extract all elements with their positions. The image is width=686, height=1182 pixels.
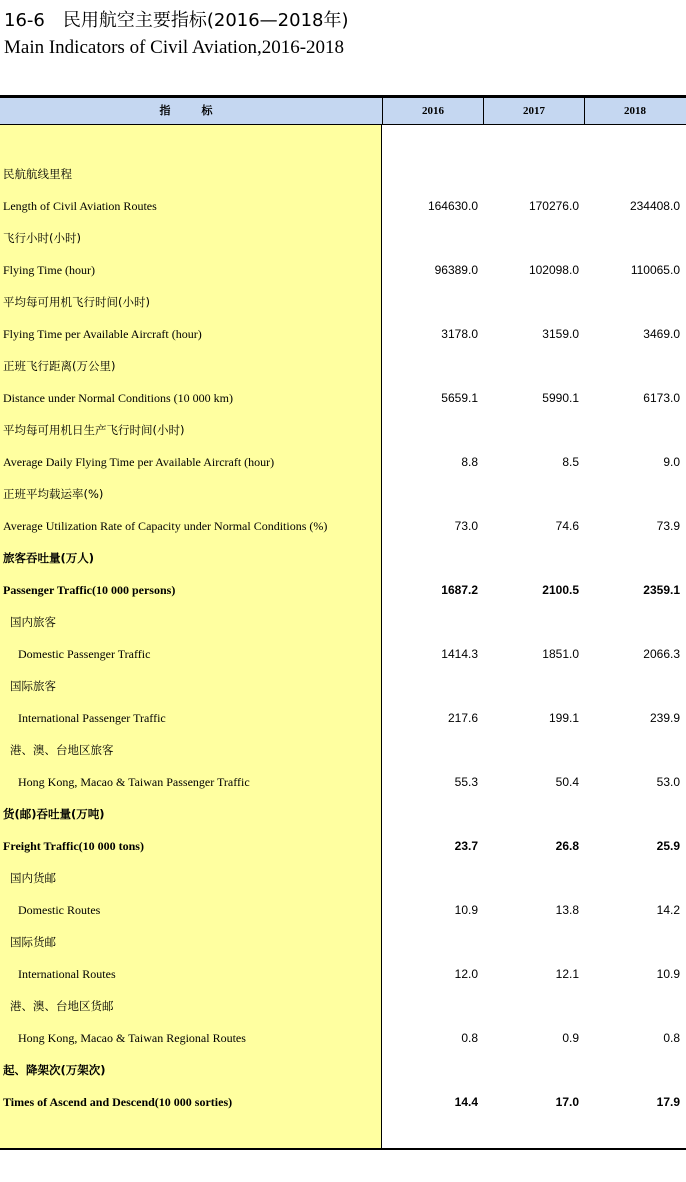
table-row: [0, 574, 686, 606]
table-header-row: [0, 95, 686, 125]
indicator-label-cn: 国际货邮: [10, 935, 56, 949]
indicator-label-cn: 平均每可用机飞行时间(小时): [3, 295, 150, 309]
value-2016: 8.8: [461, 455, 478, 469]
value-2018: 53.0: [656, 775, 680, 789]
table-row: [0, 510, 686, 542]
value-2017: 8.5: [562, 455, 579, 469]
indicator-label-en: International Routes: [18, 967, 116, 981]
value-2017: 26.8: [555, 839, 579, 853]
value-2018: 14.2: [656, 903, 680, 917]
value-2016: 12.0: [454, 967, 478, 981]
value-2016: 5659.1: [441, 391, 478, 405]
value-2016: 1687.2: [441, 583, 478, 597]
value-2018: 10.9: [656, 967, 680, 981]
value-2018: 3469.0: [643, 327, 680, 341]
value-2018: 17.9: [656, 1095, 680, 1109]
indicator-label-cn: 民航航线里程: [3, 167, 72, 181]
value-2017: 199.1: [548, 711, 579, 725]
value-2016: 217.6: [447, 711, 478, 725]
value-2017: 102098.0: [528, 263, 579, 277]
header-year-2016: 2016: [422, 105, 444, 117]
value-2018: 9.0: [663, 455, 680, 469]
table-row-chinese-label: [0, 286, 686, 318]
value-2018: 25.9: [656, 839, 680, 853]
value-2017: 1851.0: [542, 647, 579, 661]
indicator-label-en: Passenger Traffic(10 000 persons): [3, 583, 176, 597]
table-row-chinese-label: [0, 222, 686, 254]
table-row: [0, 446, 686, 478]
page-title-english: Main Indicators of Civil Aviation,2016-2018: [4, 37, 345, 58]
header-divider: [584, 98, 585, 124]
value-2017: 13.8: [555, 903, 579, 917]
indicator-label-cn: 起、降架次(万架次): [3, 1063, 106, 1077]
indicator-label-cn: 国内旅客: [10, 615, 56, 629]
table-row-chinese-label: [0, 414, 686, 446]
indicator-label-cn: 正班平均载运率(%): [3, 487, 104, 501]
value-2016: 0.8: [461, 1031, 478, 1045]
table-row-chinese-label: [0, 350, 686, 382]
table-row-chinese-label: [0, 606, 686, 638]
table-row: [0, 382, 686, 414]
value-2018: 2359.1: [643, 583, 680, 597]
value-2017: 2100.5: [542, 583, 579, 597]
value-2018: 234408.0: [629, 199, 680, 213]
header-divider: [483, 98, 484, 124]
table-row: [0, 1086, 686, 1118]
value-2016: 3178.0: [441, 327, 478, 341]
table-row: [0, 254, 686, 286]
indicator-label-cn: 国内货邮: [10, 871, 56, 885]
table-row: [0, 830, 686, 862]
value-2017: 12.1: [555, 967, 579, 981]
indicator-label-cn: 旅客吞吐量(万人): [3, 551, 95, 565]
indicator-label-en: Hong Kong, Macao & Taiwan Regional Routes: [18, 1031, 246, 1045]
indicator-label-en: Distance under Normal Conditions (10 000 km): [3, 391, 233, 405]
indicator-label-cn: 平均每可用机日生产飞行时间(小时): [3, 423, 185, 437]
indicator-label-en: Flying Time per Available Aircraft (hour): [3, 327, 202, 341]
table-bottom-rule: [0, 1148, 686, 1150]
value-2017: 17.0: [555, 1095, 579, 1109]
table-row: [0, 958, 686, 990]
value-2017: 50.4: [555, 775, 579, 789]
indicator-label-en: Flying Time (hour): [3, 263, 96, 277]
indicator-label-en: International Passenger Traffic: [18, 711, 166, 725]
table-row: [0, 702, 686, 734]
indicator-label-cn: 港、澳、台地区货邮: [10, 999, 114, 1013]
value-2016: 14.4: [454, 1095, 478, 1109]
table-row-chinese-label: [0, 734, 686, 766]
table-row: [0, 1022, 686, 1054]
indicator-label-en: Domestic Passenger Traffic: [18, 647, 151, 661]
indicator-label-en: Hong Kong, Macao & Taiwan Passenger Traffic: [18, 775, 250, 789]
value-2016: 10.9: [454, 903, 478, 917]
indicator-label-cn: 货(邮)吞吐量(万吨): [3, 807, 105, 821]
value-2018: 73.9: [656, 519, 680, 533]
table-row: [0, 638, 686, 670]
table-row: [0, 190, 686, 222]
value-2017: 74.6: [555, 519, 579, 533]
value-2018: 110065.0: [630, 263, 680, 277]
value-2016: 73.0: [454, 519, 478, 533]
table-row-chinese-label: [0, 158, 686, 190]
indicator-label-cn: 国际旅客: [10, 679, 56, 693]
indicator-label-en: Length of Civil Aviation Routes: [3, 199, 157, 213]
value-2017: 0.9: [562, 1031, 579, 1045]
value-2017: 3159.0: [542, 327, 579, 341]
header-divider: [382, 98, 383, 124]
table-row-chinese-label: [0, 926, 686, 958]
value-2018: 239.9: [649, 711, 680, 725]
table-row-chinese-label: [0, 542, 686, 574]
indicator-label-en: Average Daily Flying Time per Available Aircraft (hour): [3, 455, 275, 469]
value-2018: 2066.3: [643, 647, 680, 661]
table-row-chinese-label: [0, 1054, 686, 1086]
header-indicator: 指 标: [159, 105, 223, 117]
value-2016: 164630.0: [427, 199, 478, 213]
table-row-chinese-label: [0, 798, 686, 830]
table-row-chinese-label: [0, 670, 686, 702]
page-title-chinese: 16-6 民用航空主要指标(2016—2018年): [4, 10, 349, 31]
value-2016: 23.7: [454, 839, 478, 853]
table-row-chinese-label: [0, 990, 686, 1022]
table-row: [0, 766, 686, 798]
table-row-chinese-label: [0, 862, 686, 894]
indicator-label-en: Freight Traffic(10 000 tons): [3, 839, 144, 853]
indicator-label-cn: 飞行小时(小时): [3, 231, 81, 245]
value-2016: 96389.0: [434, 263, 478, 277]
indicator-label-cn: 港、澳、台地区旅客: [10, 743, 114, 757]
indicator-label-en: Times of Ascend and Descend(10 000 sorties): [3, 1095, 233, 1109]
value-2018: 6173.0: [643, 391, 680, 405]
indicator-label-en: Domestic Routes: [18, 903, 101, 917]
value-2017: 5990.1: [542, 391, 579, 405]
header-year-2017: 2017: [523, 105, 545, 117]
indicator-label-cn: 正班飞行距离(万公里): [3, 359, 116, 373]
value-2017: 170276.0: [528, 199, 579, 213]
value-2016: 55.3: [454, 775, 478, 789]
table-row: [0, 318, 686, 350]
value-2016: 1414.3: [441, 647, 478, 661]
table-row: [0, 894, 686, 926]
indicator-label-en: Average Utilization Rate of Capacity under Normal Conditions (%): [3, 519, 328, 533]
table-row-chinese-label: [0, 478, 686, 510]
value-2018: 0.8: [663, 1031, 680, 1045]
header-year-2018: 2018: [624, 105, 646, 117]
